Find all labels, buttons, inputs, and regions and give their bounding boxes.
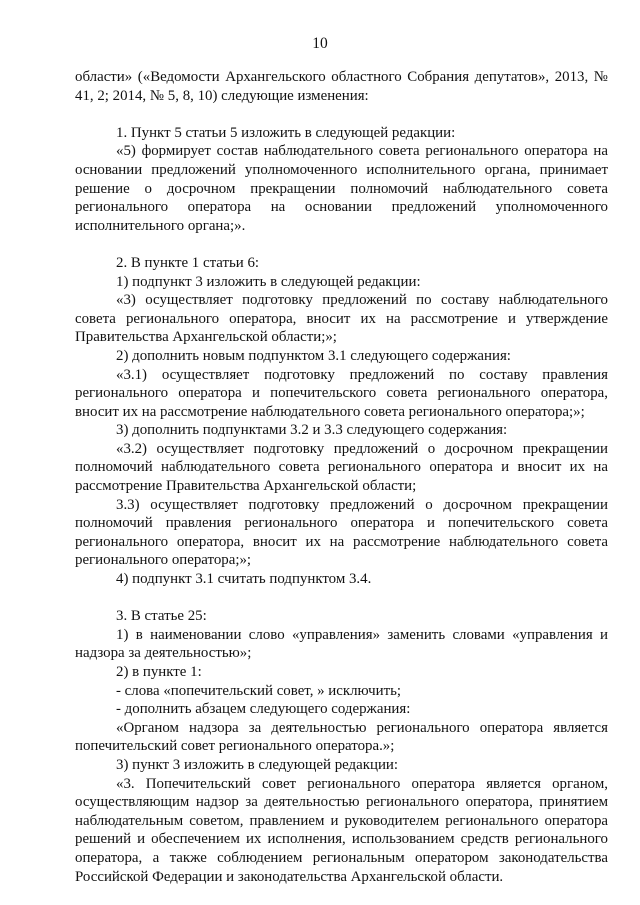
paragraph-item-3-sub-2-dash-a: - слова «попечительский совет, » исключить;: [116, 682, 401, 699]
paragraph-item-3-heading: 3. В статье 25:: [116, 608, 207, 625]
paragraph-item-2-sub-3: 3) дополнить подпунктами 3.2 и 3.3 следующего содержания:: [116, 422, 508, 439]
paragraph-item-2-sub-4: 4) подпункт 3.1 считать подпунктом 3.4.: [116, 571, 372, 588]
paragraph-item-2-sub-3-text-a: «3.2) осуществляет подготовку предложений о досрочном прекращении полномочий наблюдательного совета регионального оператора и вносит их на рассмотрение Правительства Архангельской области;: [75, 440, 608, 495]
paragraph-item-2-sub-3-text-b: 3.3) осуществляет подготовку предложений о досрочном прекращении полномочий правления регионального оператора и попечительского совета регионального оператора, вносит их на рассмотрение наблюдательного совета регионального оператора;»;: [75, 496, 608, 569]
paragraph-item-2-sub-1-text: «3) осуществляет подготовку предложений по составу наблюдательного совета регионального оператора, вносит их на рассмотрение и утверждение Правительства Архангельской области;»;: [75, 292, 608, 346]
paragraph-item-3-sub-2-dash-b: - дополнить абзацем следующего содержания:: [116, 701, 411, 718]
paragraph-item-2-sub-2: 2) дополнить новым подпунктом 3.1 следующего содержания:: [116, 347, 511, 364]
paragraph-item-3-sub-2-quote: «Органом надзора за деятельностью регионального оператора является попечительский совет регионального оператора.»;: [75, 719, 608, 755]
paragraph-item-3-sub-3: 3) пункт 3 изложить в следующей редакции:: [116, 756, 399, 773]
paragraph-item-3-sub-1: 1) в наименовании слово «управления» заменить словами «управления и надзора за деятельностью»;: [75, 626, 608, 662]
paragraph-item-2-sub-2-text: «3.1) осуществляет подготовку предложений по составу правления регионального оператора и попечительского совета регионального оператора, вносит их на рассмотрение наблюдательного совета регионального оператора;»;: [75, 366, 608, 420]
page-number: 10: [312, 35, 328, 52]
paragraph-item-1-heading: 1. Пункт 5 статьи 5 изложить в следующей редакции:: [116, 124, 456, 141]
paragraph-item-3-sub-3-text: «3. Попечительский совет регионального оператора является органом, осуществляющим надзор за деятельностью регионального оператора, принятием наблюдательным советом, правлением и руководителем регионального оператора решений и обеспечением их исполнения, использованием средств регионального оператора, а также соблюдением региональным оператором законодательства Российской Федерации и законодательства Архангельской области.: [75, 775, 608, 885]
document-body: [75, 68, 608, 886]
paragraph-item-1-text: «5) формирует состав наблюдательного совета регионального оператора на основании предложений уполномоченного исполнительного органа, принимает решение о досрочном прекращении полномочий наблюдательного совета регионального оператора на основании предложений уполномоченного исполнительного органа;».: [75, 143, 608, 234]
paragraph-item-3-sub-2: 2) в пункте 1:: [116, 664, 202, 680]
paragraph-item-2-sub-1: 1) подпункт 3 изложить в следующей редакции:: [116, 273, 421, 290]
paragraph-intro-continuation: области» («Ведомости Архангельского областного Собрания депутатов», 2013, № 41, 2; 2014, № 5, 8, 10) следующие изменения:: [75, 69, 608, 104]
paragraph-item-2-heading: 2. В пункте 1 статьи 6:: [116, 254, 260, 271]
